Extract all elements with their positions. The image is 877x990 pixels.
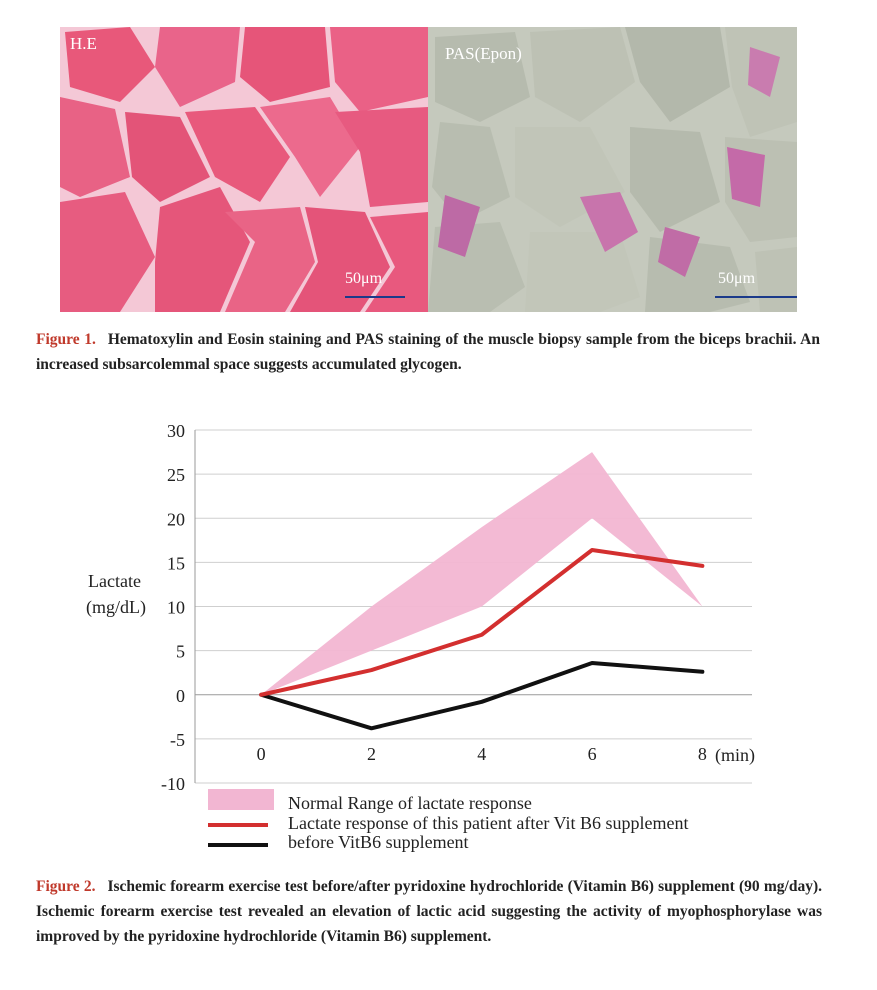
figure1-caption — [36, 327, 820, 377]
he-panel — [60, 27, 428, 312]
he-scale-text: 50μm — [345, 270, 383, 287]
y-tick-label: 10 — [167, 597, 185, 618]
y-tick-label: 20 — [167, 509, 185, 530]
figure2-number: Figure 2. — [36, 878, 96, 895]
figure2-caption — [36, 874, 822, 949]
y-tick-label: 30 — [167, 421, 185, 441]
x-tick-label: 0 — [256, 743, 266, 764]
figure1-caption-text: Hematoxylin and Eosin staining and PAS staining of the muscle biopsy sample from the biceps brachii. An increased subsarcolemmal space suggests accumulated glycogen. — [36, 331, 820, 373]
legend-label-normal-range: Normal Range of lactate response — [288, 793, 532, 813]
x-tick-label: 6 — [587, 743, 597, 764]
he-panel-label: H.E — [70, 34, 97, 53]
y-tick-label: -10 — [161, 774, 185, 794]
figure2-caption-text: Ischemic forearm exercise test before/after pyridoxine hydrochloride (Vitamin B6) supplement (90 mg/day). Ischemic forearm exercise test revealed an elevation of lactic acid suggesting the activity of myophosphorylase was improved by the pyridoxine hydrochloride (Vitamin B6) supplement. — [36, 878, 823, 945]
pas-panel — [428, 27, 797, 312]
y-tick-label: 15 — [167, 553, 185, 574]
y-tick-label: 25 — [167, 465, 185, 486]
legend — [208, 789, 688, 852]
normal-range-band — [261, 452, 702, 695]
pas-scale-text: 50μm — [718, 270, 756, 287]
lactate-chart — [0, 400, 877, 860]
legend-label-after: Lactate response of this patient after Vit B6 supplement — [288, 813, 689, 833]
series-line-before — [261, 663, 702, 728]
legend-label-before: before VitB6 supplement — [288, 832, 469, 852]
legend-swatch-normal-range — [208, 789, 274, 810]
normal-range-area — [261, 452, 702, 695]
y-tick-labels — [161, 421, 185, 794]
y-tick-label: -5 — [170, 729, 185, 750]
x-tick-label: 2 — [366, 743, 376, 764]
x-tick-label: 8 — [697, 743, 707, 764]
x-tick-label: 4 — [477, 743, 487, 764]
y-axis-label-line1: Lactate — [88, 571, 141, 591]
x-axis-unit: (min) — [715, 745, 755, 765]
y-axis-label-line2: (mg/dL) — [86, 597, 146, 617]
y-tick-label: 0 — [176, 685, 185, 706]
pas-panel-label: PAS(Epon) — [445, 44, 522, 63]
y-tick-label: 5 — [176, 641, 185, 662]
figure1-number: Figure 1. — [36, 331, 96, 348]
histology-figure — [60, 27, 797, 312]
x-tick-labels — [257, 744, 707, 764]
